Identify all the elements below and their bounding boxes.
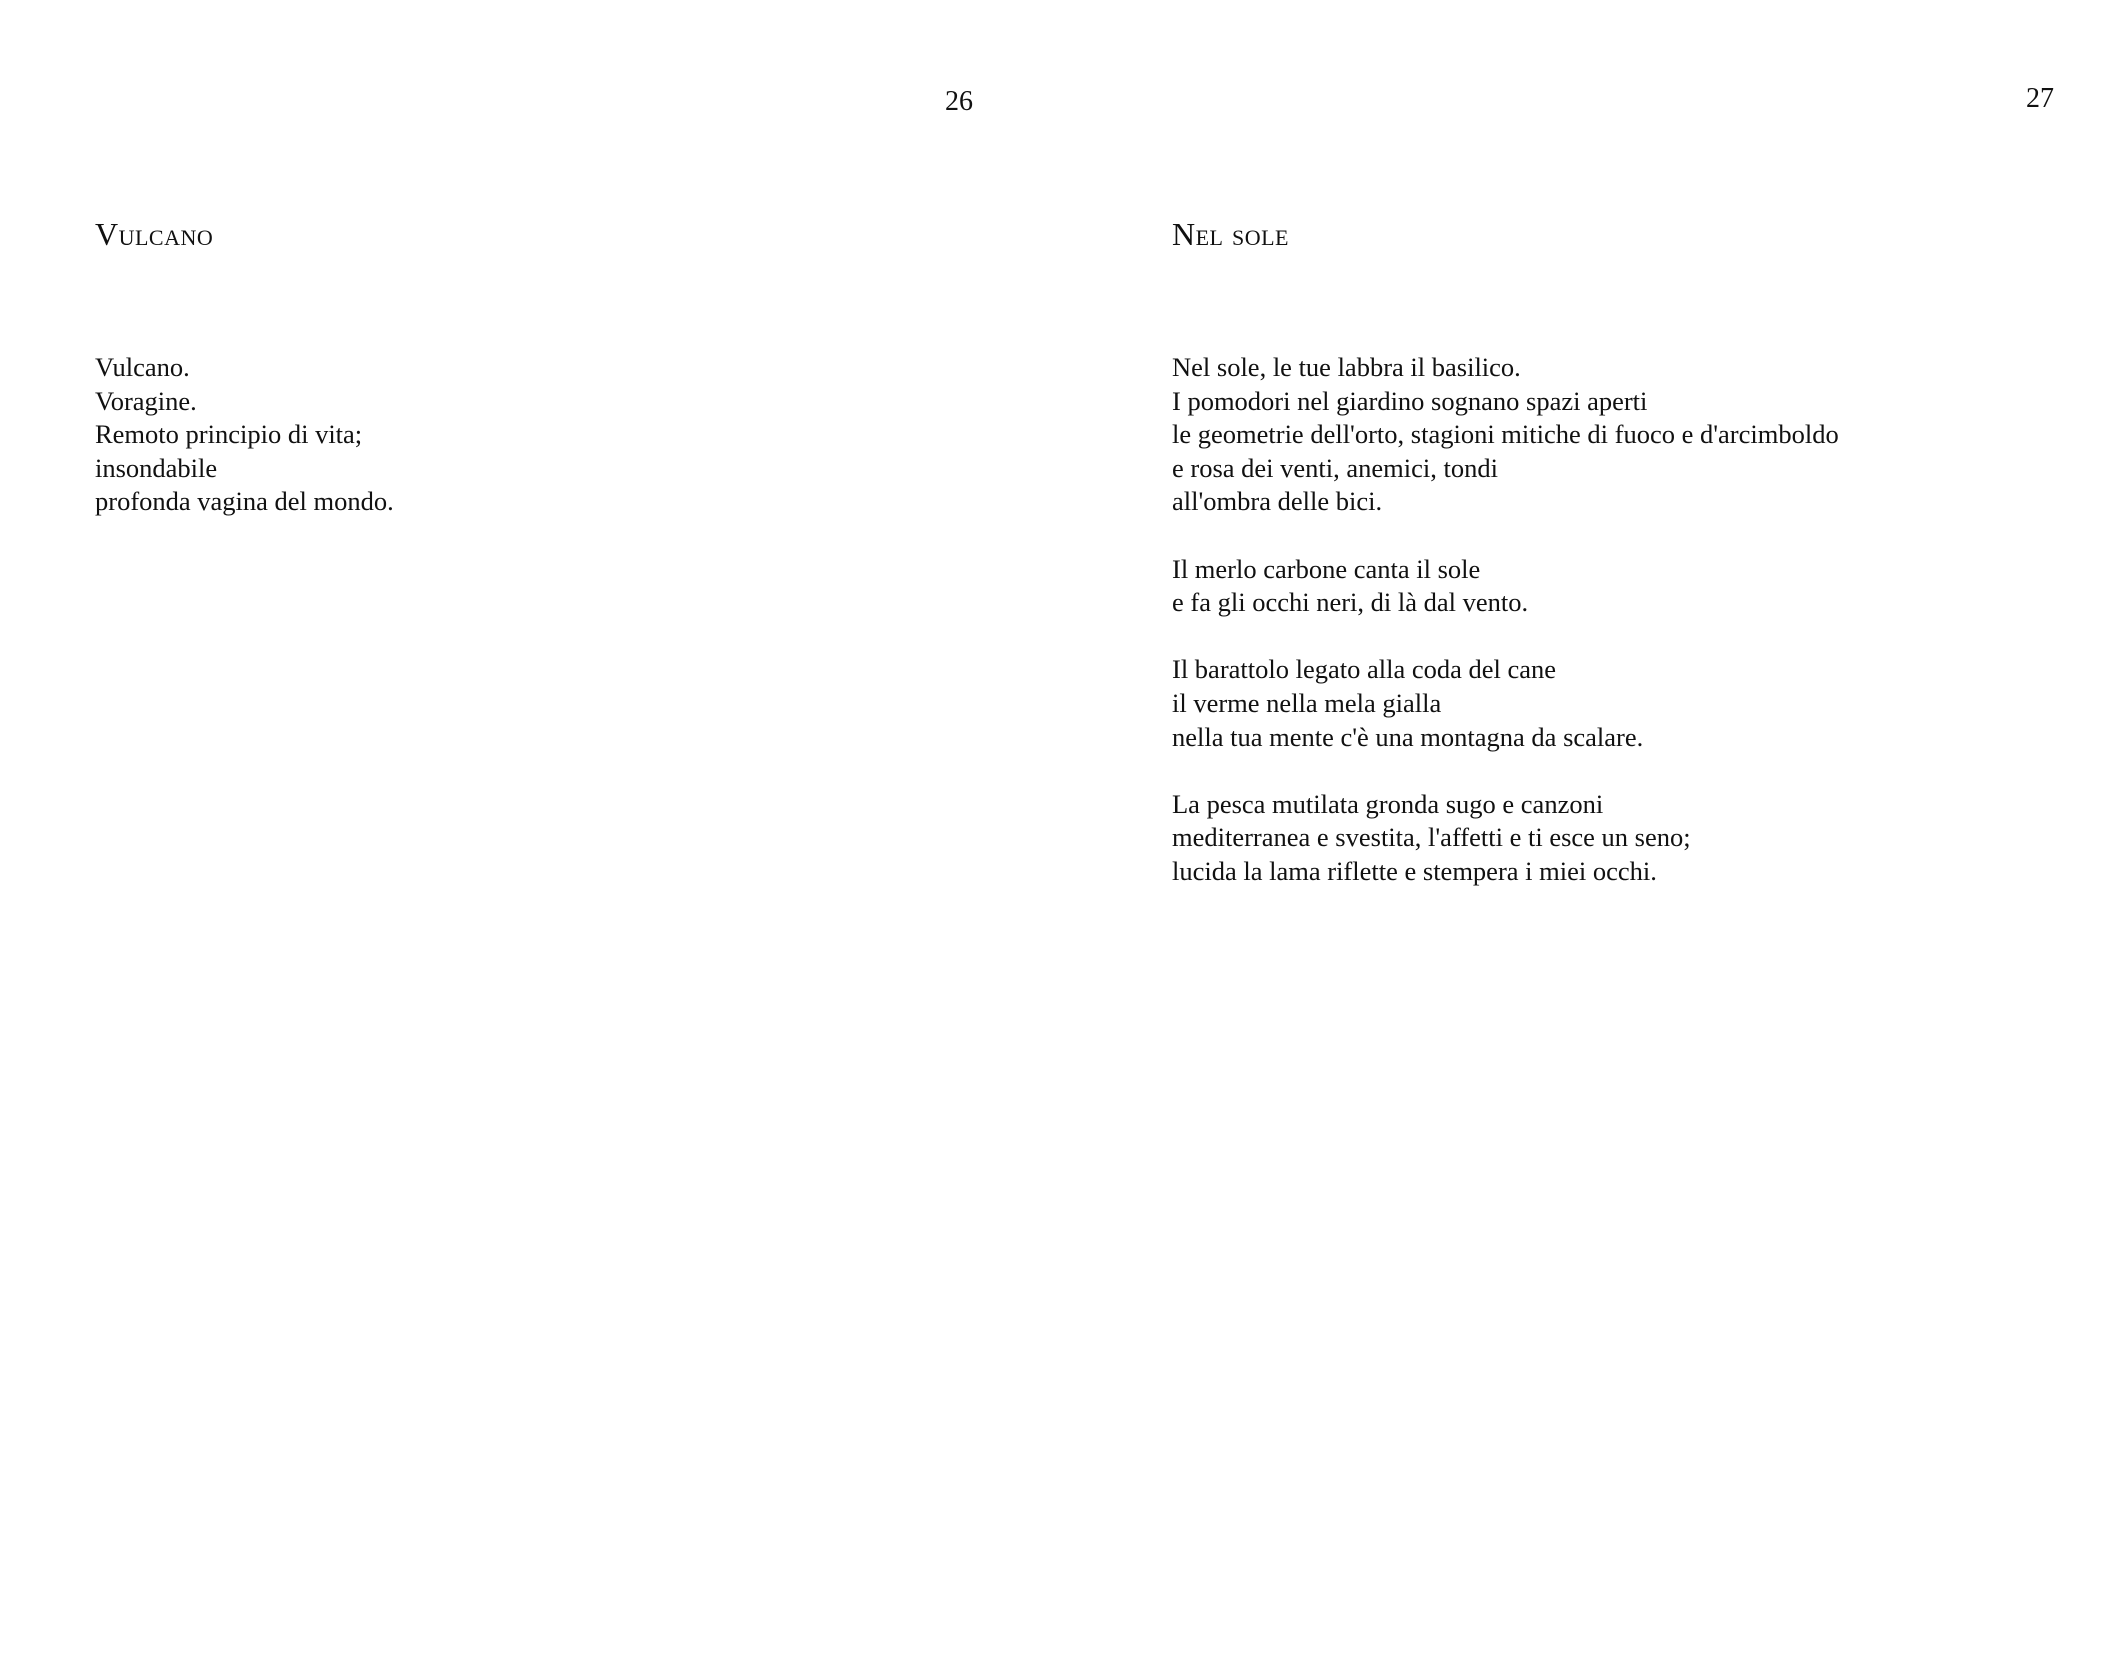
verse-line: il verme nella mela gialla	[1172, 687, 1442, 718]
verse-line: Vulcano.	[95, 352, 190, 382]
verse-line: Voragine.	[95, 385, 197, 416]
poem-title: Vulcano	[95, 216, 214, 252]
stanza	[1172, 351, 1839, 519]
stanza	[95, 351, 394, 519]
verse-line: e rosa dei venti, anemici, tondi	[1172, 452, 1498, 483]
verse-line: mediterranea e svestita, l'affetti e ti esce un seno;	[1172, 822, 1691, 853]
verse-line: e fa gli occhi neri, di là dal vento.	[1172, 587, 1529, 618]
verse-line: nella tua mente c'è una montagna da scalare.	[1172, 721, 1644, 752]
verse-line: all'ombra delle bici.	[1172, 486, 1383, 517]
verse-line: Il merlo carbone canta il sole	[1172, 553, 1481, 584]
left-page	[0, 0, 1062, 1653]
verse-line: Remoto principio di vita;	[95, 419, 363, 450]
stanza	[1172, 653, 1839, 754]
page-number: 27	[2026, 83, 2054, 114]
verse-line: insondabile	[95, 452, 218, 483]
poem-body	[95, 351, 394, 519]
verse-line: La pesca mutilata gronda sugo e canzoni	[1172, 788, 1604, 819]
right-page	[1062, 0, 2125, 1653]
poem-body	[1172, 351, 1839, 889]
poem-title: Nel sole	[1172, 216, 1289, 252]
page-number: 26	[945, 86, 973, 117]
verse-line: profonda vagina del mondo.	[95, 486, 394, 517]
verse-line: I pomodori nel giardino sognano spazi aperti	[1172, 385, 1648, 416]
stanza	[1172, 788, 1839, 889]
verse-line: Nel sole, le tue labbra il basilico.	[1172, 352, 1521, 382]
verse-line: Il barattolo legato alla coda del cane	[1172, 654, 1557, 685]
verse-line: le geometrie dell'orto, stagioni mitiche di fuoco e d'arcimboldo	[1172, 419, 1839, 450]
stanza	[1172, 553, 1839, 620]
verse-line: lucida la lama riflette e stempera i miei occhi.	[1172, 855, 1657, 886]
